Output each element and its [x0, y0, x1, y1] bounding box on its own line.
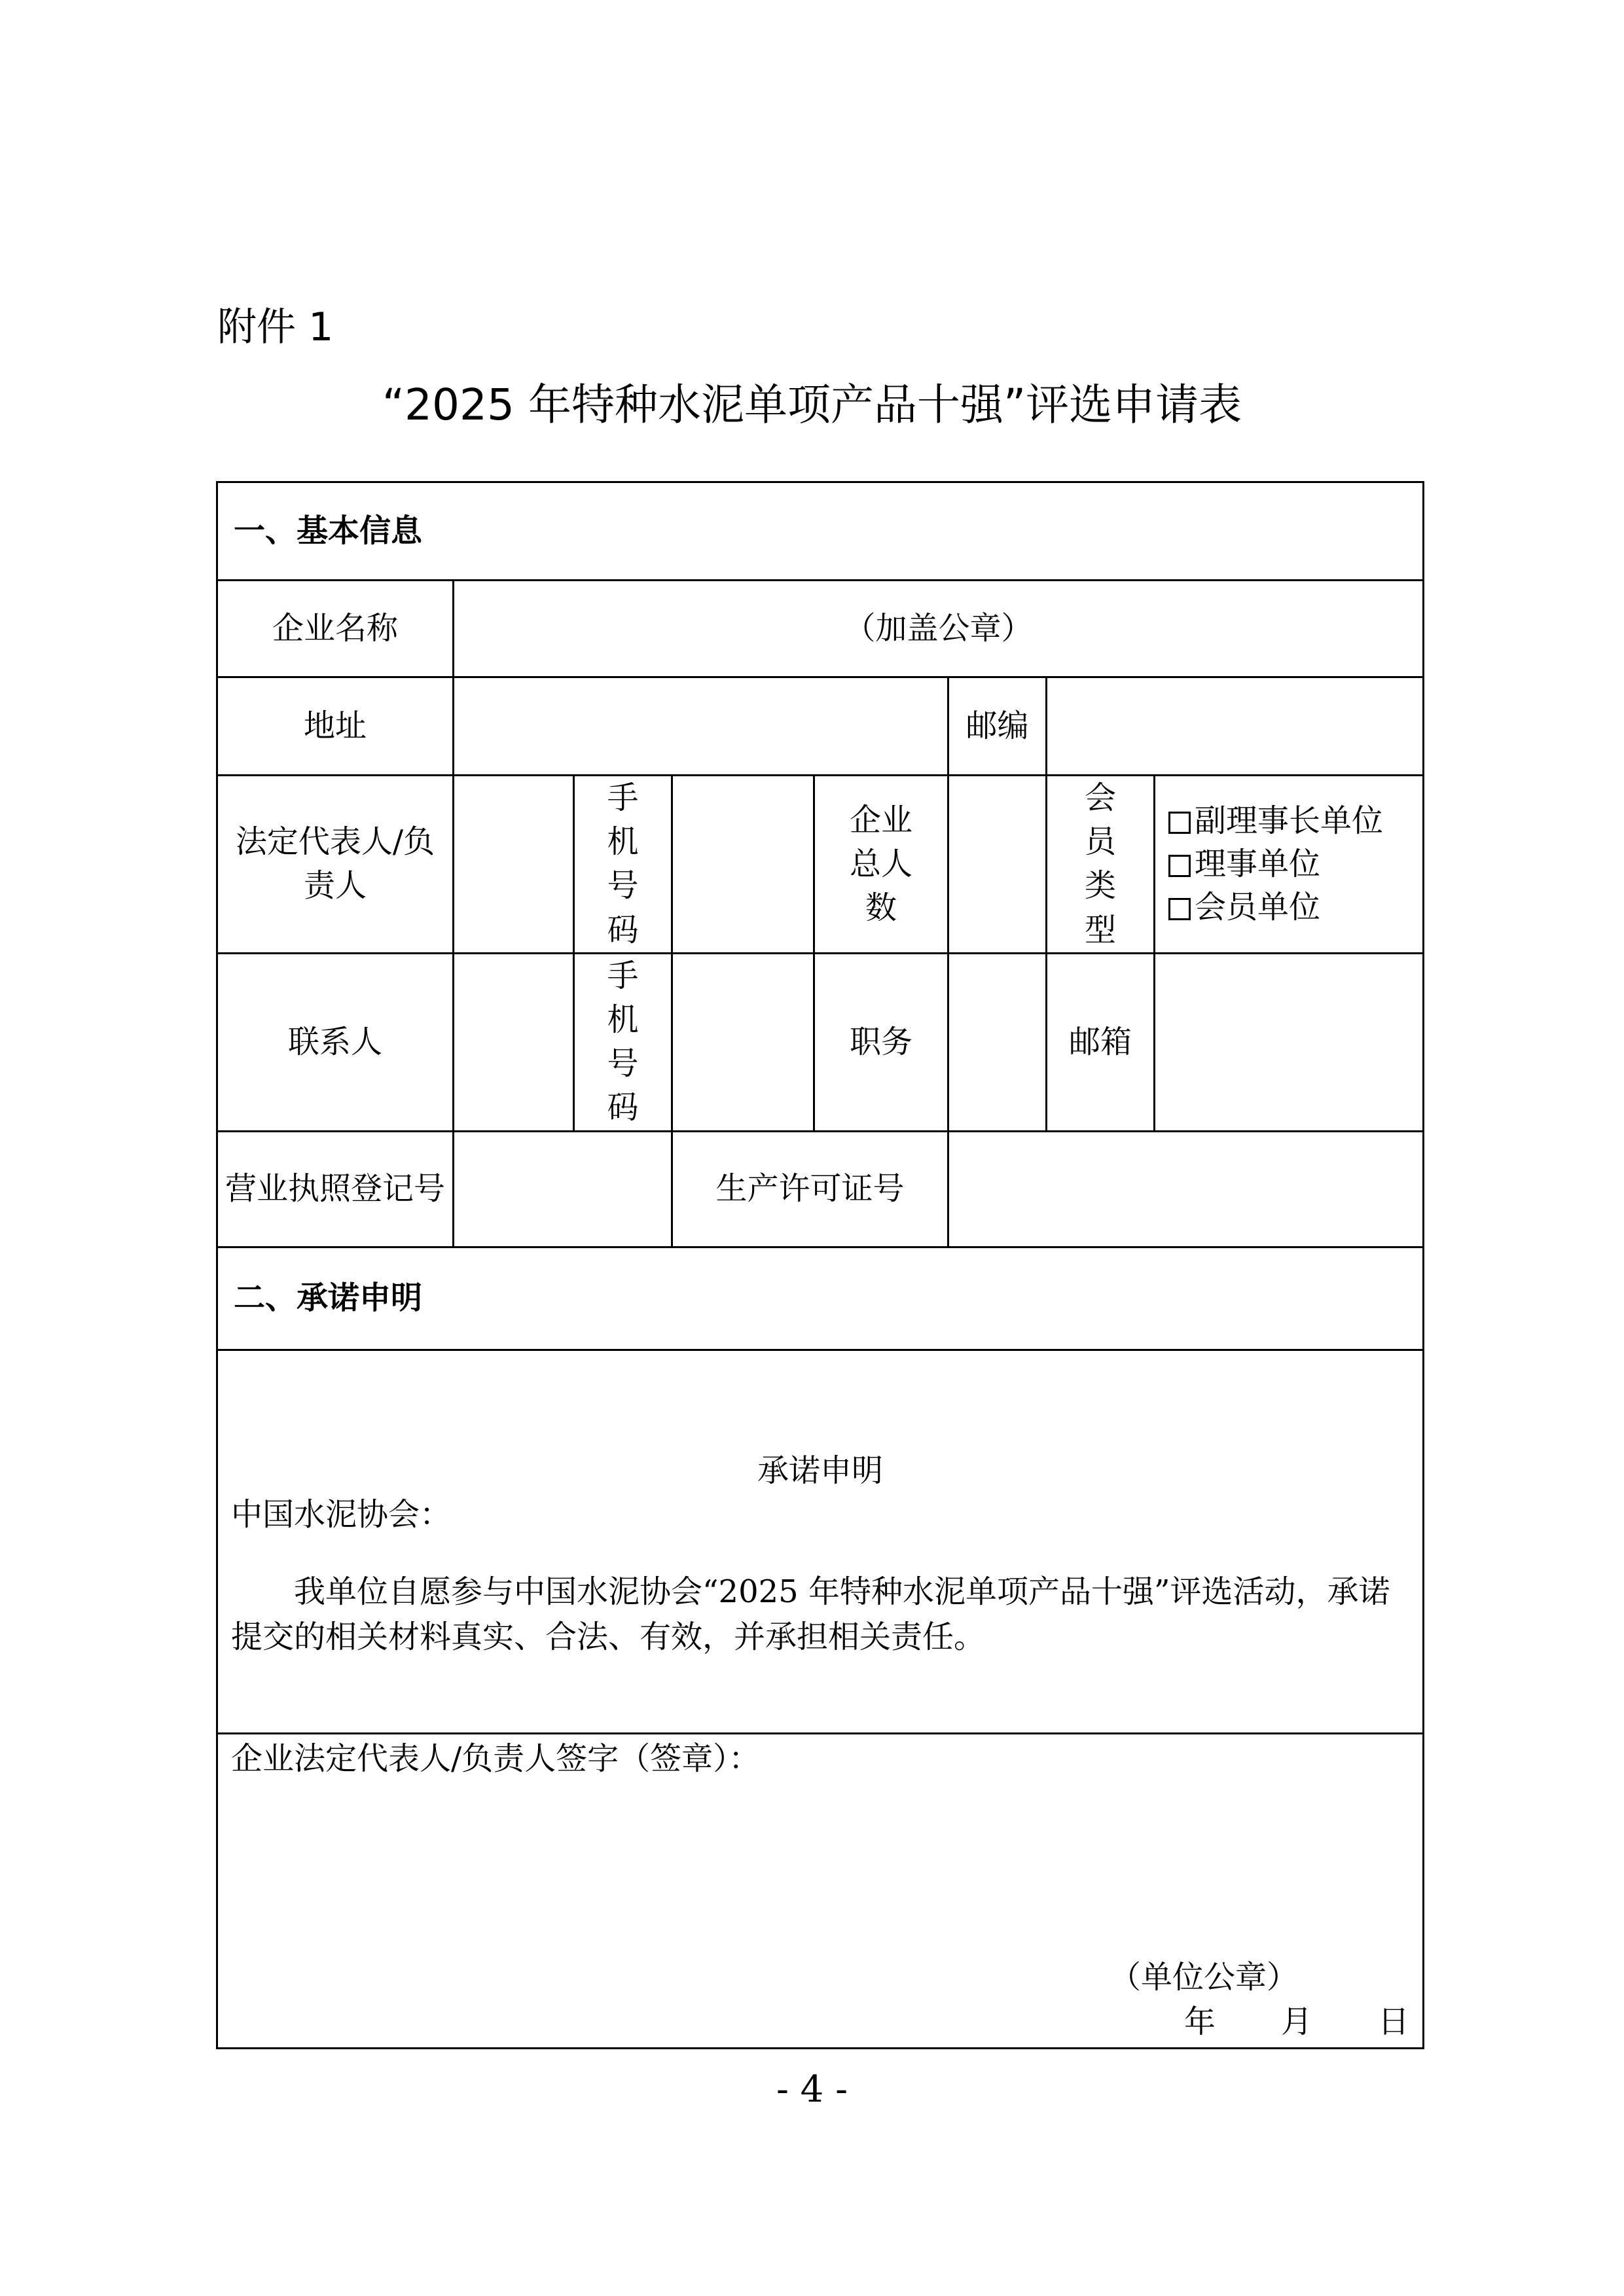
signature-cell[interactable] — [217, 1733, 1424, 2048]
attachment-label: 附件 1 — [217, 304, 334, 350]
date-day: 日 — [1378, 2003, 1410, 2041]
business-license-label: 营业执照登记号 — [217, 1131, 454, 1247]
member-option-label: 副理事长单位 — [1195, 802, 1384, 840]
email-field[interactable] — [1155, 953, 1424, 1131]
legal-rep-field[interactable] — [454, 776, 574, 954]
page-number: - 4 - — [776, 2068, 848, 2111]
contact-mobile-label: 手机号码 — [574, 953, 672, 1131]
total-staff-field[interactable] — [948, 776, 1047, 954]
business-license-field[interactable] — [454, 1131, 672, 1247]
production-permit-field[interactable] — [948, 1131, 1424, 1247]
checkbox-member[interactable] — [1168, 898, 1191, 920]
date-line — [1184, 2000, 1409, 2044]
postcode-label: 邮编 — [948, 677, 1047, 776]
company-seal-note: （加盖公章） — [844, 609, 1033, 647]
member-type-label: 会员类型 — [1047, 776, 1155, 954]
section-pledge-heading: 二、承诺申明 — [217, 1247, 1424, 1350]
mobile-field[interactable] — [672, 776, 814, 954]
member-option-label: 理事单位 — [1195, 846, 1321, 883]
mobile-label: 手机号码 — [574, 776, 672, 954]
checkbox-council[interactable] — [1168, 855, 1191, 877]
pledge-title: 承诺申明 — [757, 1452, 884, 1489]
member-type-options — [1155, 776, 1424, 954]
member-option-vice-chair[interactable] — [1168, 799, 1422, 842]
company-name-field[interactable] — [454, 581, 1424, 677]
application-form-table — [216, 481, 1424, 2049]
legal-rep-label: 法定代表人/负责人 — [217, 776, 454, 954]
pledge-statement-cell — [217, 1350, 1424, 1733]
address-field[interactable] — [454, 677, 948, 776]
email-label: 邮箱 — [1047, 953, 1155, 1131]
section-basic-info-heading: 一、基本信息 — [217, 482, 1424, 581]
total-staff-label: 企业总人数 — [814, 776, 948, 954]
contact-label: 联系人 — [217, 953, 454, 1131]
position-field[interactable] — [948, 953, 1047, 1131]
unit-seal-label: （单位公章） — [1110, 1959, 1299, 1996]
contact-field[interactable] — [454, 953, 574, 1131]
postcode-field[interactable] — [1047, 677, 1424, 776]
pledge-body: 我单位自愿参与中国水泥协会“2025 年特种水泥单项产品十强”评选活动，承诺提交的相关材料真实、合法、有效，并承担相关责任。 — [231, 1573, 1390, 1656]
signature-label: 企业法定代表人/负责人签字（签章）： — [231, 1740, 761, 1777]
date-month: 月 — [1280, 2003, 1312, 2041]
production-permit-label: 生产许可证号 — [672, 1131, 948, 1247]
address-label: 地址 — [217, 677, 454, 776]
checkbox-vice-chair[interactable] — [1168, 812, 1191, 834]
form-title: “2025 年特种水泥单项产品十强”评选申请表 — [382, 380, 1242, 430]
company-name-label: 企业名称 — [217, 581, 454, 677]
member-option-label: 会员单位 — [1195, 889, 1321, 926]
member-option-member[interactable] — [1168, 886, 1422, 929]
contact-mobile-field[interactable] — [672, 953, 814, 1131]
position-label: 职务 — [814, 953, 948, 1131]
member-option-council[interactable] — [1168, 842, 1422, 886]
date-year: 年 — [1183, 2003, 1216, 2041]
pledge-addressee: 中国水泥协会： — [231, 1496, 452, 1533]
